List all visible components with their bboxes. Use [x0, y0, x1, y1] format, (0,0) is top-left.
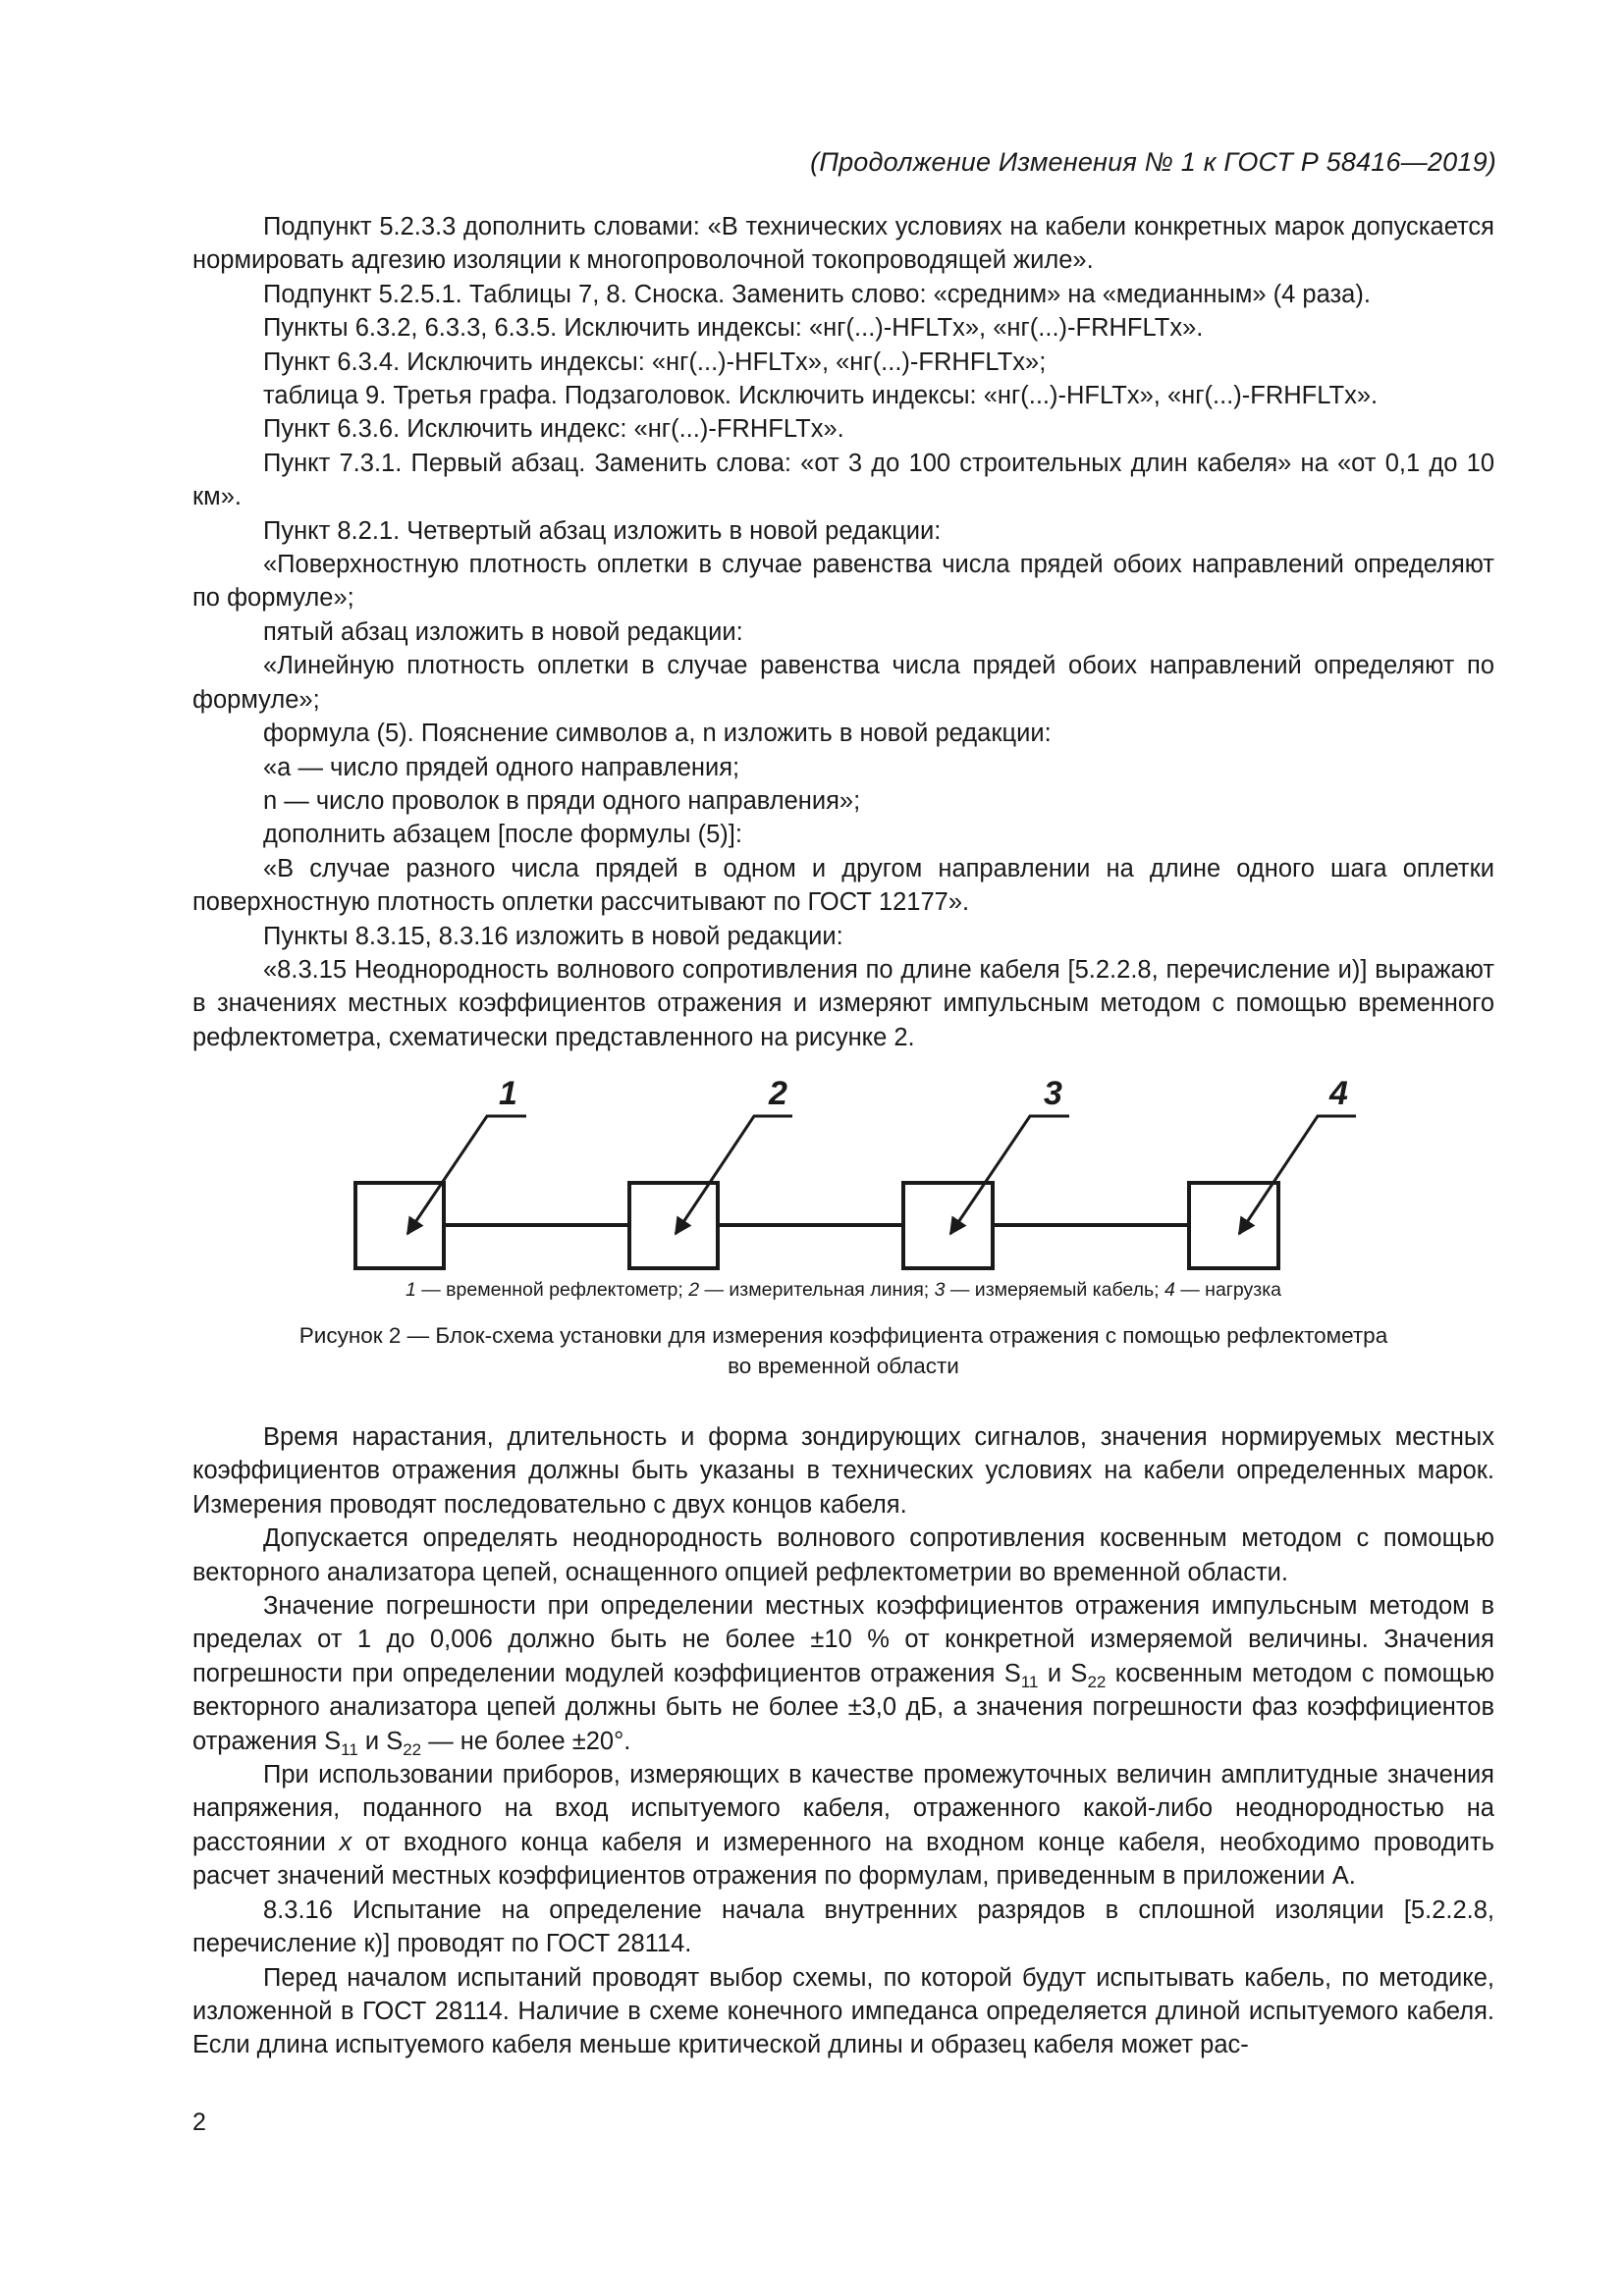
paragraph: дополнить абзацем [после формулы (5)]:	[263, 821, 742, 849]
paragraph: Подпункт 5.2.5.1. Таблицы 7, 8. Сноска. Заменить слово: «средним» на «медианным» (4 раза).	[263, 280, 1371, 308]
leader-line-2	[676, 1116, 792, 1234]
legend-number: 4	[1164, 1279, 1175, 1301]
caption-line: во временной области	[728, 1354, 959, 1378]
paragraph: n — число проволок в пряди одного направления»;	[263, 786, 861, 815]
text-run: косвенным методом с помощью векторного анализатора цепей должны быть не более ±3,0 дБ, а значения погрешности фаз коэффициентов отражения S	[192, 1659, 1495, 1755]
leader-line-3	[950, 1116, 1069, 1234]
leader-line-4	[1239, 1116, 1356, 1234]
paragraph: Допускается определять неоднородность волнового сопротивления косвенным методом с помощью векторного анализатора цепей, оснащенного опцией рефлектометрии во временной области.	[192, 1524, 1494, 1586]
figure-legend	[192, 1277, 1494, 1303]
box-measuring-line	[629, 1183, 718, 1268]
text-run: и S	[1038, 1659, 1088, 1687]
paragraph	[192, 1589, 1494, 1758]
paragraph: формула (5). Пояснение символов а, n изложить в новой редакции:	[263, 720, 1052, 748]
box-measured-cable	[903, 1183, 993, 1268]
paragraph: Пункты 6.3.2, 6.3.3, 6.3.5. Исключить индексы: «нг(...)-HFLTx», «нг(...)-FRHFLTx».	[263, 314, 1204, 343]
block-diagram	[334, 1060, 1375, 1286]
paragraph: Пункты 8.3.15, 8.3.16 изложить в новой редакции:	[263, 922, 843, 950]
figure-label-3: 3	[1044, 1075, 1062, 1112]
paragraph: «8.3.15 Неоднородность волнового сопротивления по длине кабеля [5.2.2.8, перечисление и)] выражают в значениях местных коэффициентов отражения и измеряют импульсным методом с помощью временного рефлектометра, схематически представленного на рисунке 2.	[192, 955, 1494, 1051]
figure-label-1: 1	[499, 1075, 517, 1112]
text-run: и S	[357, 1727, 404, 1755]
legend-number: 2	[688, 1279, 700, 1301]
paragraph: Пункт 7.3.1. Первый абзац. Заменить слова: «от 3 до 100 строительных длин кабеля» на «от 0,1 до 10 км».	[192, 449, 1494, 511]
subscript: 11	[341, 1739, 358, 1759]
subscript: 11	[1020, 1672, 1039, 1691]
page-number: 2	[192, 2109, 206, 2136]
text-block-upper	[192, 210, 1494, 1054]
text-run: — не более ±20°.	[421, 1727, 631, 1755]
paragraph: таблица 9. Третья графа. Подзаголовок. Исключить индексы: «нг(...)-HFLTx», «нг(...)-FRHFLTx».	[263, 382, 1379, 410]
paragraph: Пункт 6.3.6. Исключить индекс: «нг(...)-FRHFLTx».	[263, 415, 844, 444]
paragraph: «В случае разного числа прядей в одном и другом направлении на длине одного шага оплетки поверхностную плотность оплетки рассчитывают по ГОСТ 12177».	[192, 854, 1494, 917]
text-run: Значение погрешности при определении местных коэффициентов отражения импульсным методом в пределах от 1 до 0,006 должно быть не более ±10 % от конкретной измеряемой величины. Значения погрешности при определении модулей коэффициентов отражения S	[192, 1592, 1494, 1687]
caption-line: Рисунок 2 — Блок-схема установки для измерения коэффициента отражения с помощью рефлектометра	[298, 1323, 1388, 1348]
legend-text: — нагрузка	[1174, 1279, 1282, 1301]
box-reflectometer	[355, 1183, 444, 1268]
paragraph: Пункт 8.2.1. Четвертый абзац изложить в новой редакции:	[263, 516, 942, 545]
text-run: При использовании приборов, измеряющих в качестве промежуточных величин амплитудные значения напряжения, поданного на вход испытуемого кабеля, отраженного какой-либо неоднородностью на расстоянии	[192, 1761, 1494, 1856]
paragraph: Перед началом испытаний проводят выбор схемы, по которой будут испытывать кабель, по методике, изложенной в ГОСТ 28114. Наличие в схеме конечного импеданса определяется длиной испытуемого кабеля. Если длина испытуемого кабеля меньше критической длины и образец кабеля может рас-	[192, 1963, 1494, 2059]
figure-caption	[192, 1320, 1494, 1381]
figure-label-4: 4	[1329, 1075, 1348, 1112]
legend-number: 3	[934, 1279, 946, 1301]
paragraph: «Поверхностную плотность оплетки в случае равенства числа прядей обоих направлений определяют по формуле»;	[192, 551, 1494, 613]
running-header: (Продолжение Изменения № 1 к ГОСТ Р 58416—2019)	[810, 147, 1496, 177]
legend-text: — временной рефлектометр;	[415, 1279, 689, 1301]
subscript: 22	[403, 1739, 422, 1759]
leader-line-1	[407, 1116, 526, 1234]
legend-text: — измеряемый кабель;	[945, 1279, 1164, 1301]
paragraph	[192, 1758, 1494, 1894]
legend-number: 1	[405, 1279, 416, 1301]
paragraph: Подпункт 5.2.3.3 дополнить словами: «В технических условиях на кабели конкретных марок допускается нормировать адгезию изоляции к многопроволочной токопроводящей жиле».	[192, 213, 1494, 275]
paragraph: 8.3.16 Испытание на определение начала внутренних разрядов в сплошной изоляции [5.2.2.8, перечисление к)] проводят по ГОСТ 28114.	[192, 1896, 1494, 1958]
text-run: от входного конца кабеля и измеренного на входном конце кабеля, необходимо проводить расчет значений местных коэффициентов отражения по формулам, приведенным в приложении А.	[192, 1828, 1494, 1891]
variable: x	[339, 1828, 352, 1856]
legend-text: — измерительная линия;	[699, 1279, 935, 1301]
paragraph: Время нарастания, длительность и форма зондирующих сигналов, значения нормируемых местных коэффициентов отражения должны быть указаны в технических условиях на кабели определенных марок. Измерения проводят последовательно с двух концов кабеля.	[192, 1423, 1494, 1519]
paragraph: «а — число прядей одного направления;	[263, 753, 740, 781]
paragraph: «Линейную плотность оплетки в случае равенства числа прядей обоих направлений определяют по формуле»;	[192, 652, 1494, 714]
paragraph: пятый абзац изложить в новой редакции:	[263, 617, 743, 646]
text-block-lower	[192, 1420, 1494, 2062]
subscript: 22	[1087, 1672, 1107, 1691]
paragraph: Пункт 6.3.4. Исключить индексы: «нг(...)-HFLTx», «нг(...)-FRHFLTx»;	[263, 347, 1047, 376]
figure-label-2: 2	[769, 1075, 787, 1112]
